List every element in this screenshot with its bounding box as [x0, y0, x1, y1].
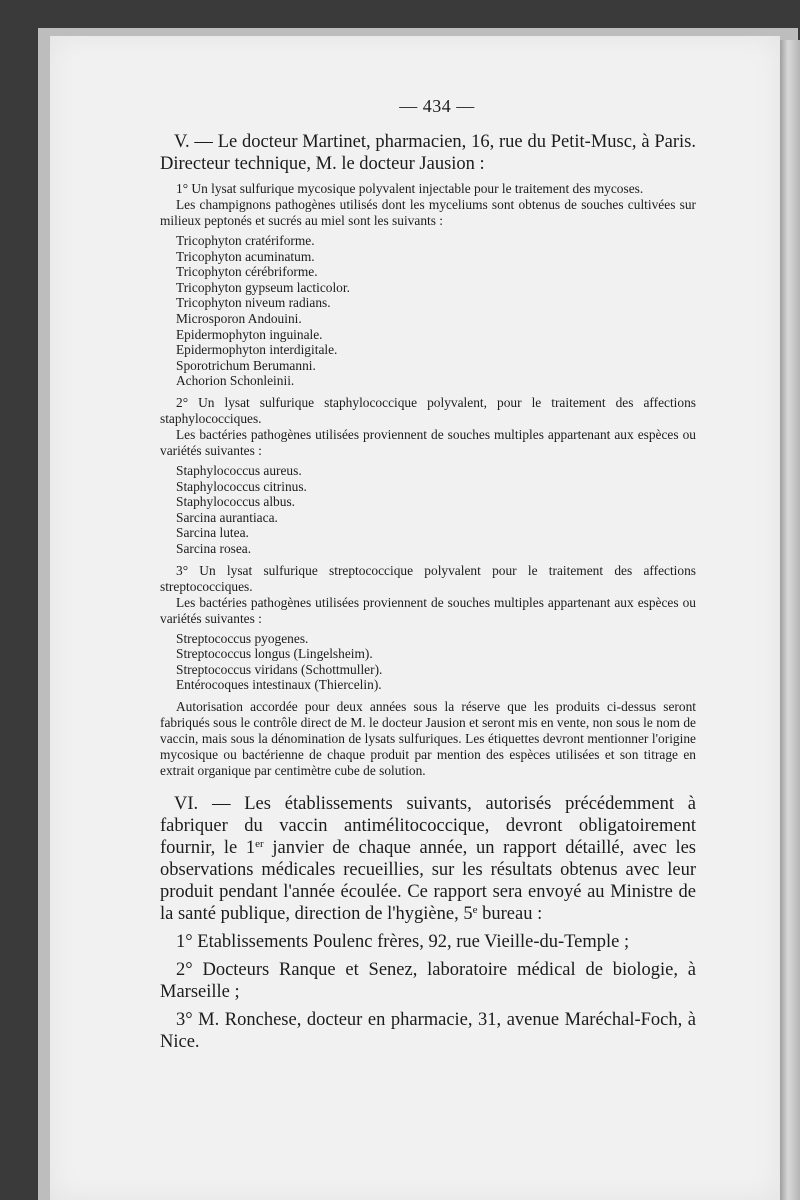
- item1-list: [176, 233, 696, 389]
- section-vi-item-3: 3° M. Ronchese, docteur en pharmacie, 31, avenue Maréchal-Foch, à Nice.: [160, 1009, 696, 1052]
- list-item: Sarcina rosea.: [176, 540, 252, 556]
- list-item: Sporotrichum Berumanni.: [176, 357, 316, 373]
- list-item: Staphylococcus citrinus.: [176, 478, 307, 494]
- list-item: Tricophyton cérébriforme.: [176, 264, 318, 280]
- document-text: [160, 96, 696, 1053]
- list-item: Epidermophyton interdigitale.: [176, 342, 338, 358]
- item1-title: 1° Un lysat sulfurique mycosique polyvalent injectable pour le traitement des mycoses.: [176, 181, 644, 196]
- section-v-intro: V. — Le docteur Martinet, pharmacien, 16, rue du Petit-Musc, à Paris. Directeur technique, M. le docteur Jausion :: [160, 132, 696, 174]
- item3-title: 3° Un lysat sulfurique streptococcique polyvalent pour le traitement des affections streptococciques.: [160, 562, 696, 594]
- list-item: Tricophyton niveum radians.: [176, 295, 331, 311]
- item3-list: [176, 631, 696, 693]
- section-vi-intro: [160, 793, 696, 925]
- list-item: Tricophyton acuminatum.: [176, 248, 315, 264]
- list-item: Staphylococcus aureus.: [176, 462, 302, 478]
- authorization-paragraph: Autorisation accordée pour deux années sous la réserve que les produits ci-dessus seront fabriqués sous le contrôle direct de M. le docteur Jausion et seront mis en vente, non sous le nom de vaccin, mais sous la dénomination de lysats sulfuriques. Les étiquettes devront mentionner l'origine mycosique ou bactérienne de chaque produit par mention des espèces utilisées et son titrage en extrait organique par centimètre cube de solution.: [160, 698, 696, 778]
- list-item: Microsporon Andouini.: [176, 310, 302, 326]
- item2-description: Les bactéries pathogènes utilisées proviennent de souches multiples appartenant aux espèces ou variétés suivantes :: [160, 426, 696, 458]
- list-item: Sarcina aurantiaca.: [176, 509, 278, 525]
- item3-description: Les bactéries pathogènes utilisées proviennent de souches multiples appartenant aux espèces ou variétés suivantes :: [160, 594, 696, 626]
- list-item: Epidermophyton inguinale.: [176, 326, 323, 342]
- section-vi-item-2: 2° Docteurs Ranque et Senez, laboratoire médical de biologie, à Marseille ;: [160, 959, 696, 1002]
- list-item: Streptococcus pyogenes.: [176, 630, 309, 646]
- superscript-er: er: [255, 837, 264, 850]
- section-vi-intro-part3: bureau :: [477, 903, 543, 924]
- list-item: Streptococcus viridans (Schottmuller).: [176, 661, 383, 677]
- item2-list: [176, 463, 696, 557]
- section-vi-intro-part2: janvier de chaque année, un rapport détaillé, avec les observations médicales recueillies, sur les résultats obtenus avec leur produit pendant l'année écoulée. Ce rapport sera envoyé au Ministre de la santé publique, direction de l'hygiène, 5: [160, 837, 697, 924]
- item1-description: Les champignons pathogènes utilisés dont les myceliums sont obtenus de souches cultivées sur milieux peptonés et sucrés au miel sont les suivants :: [160, 197, 696, 228]
- list-item: Streptococcus longus (Lingelsheim).: [176, 646, 373, 662]
- list-item: Sarcina lutea.: [176, 525, 249, 541]
- section-vi-item-1: 1° Etablissements Poulenc frères, 92, rue Vieille-du-Temple ;: [176, 931, 630, 952]
- list-item: Staphylococcus albus.: [176, 494, 296, 510]
- list-item: Achorion Schonleinii.: [176, 373, 295, 389]
- superscript-e: e: [472, 903, 478, 916]
- section-vi-intro-part1: VI. — Les établissements suivants, autorisés précédemment à fabriquer du vaccin antimélitococcique, devront obligatoirement fournir, le 1: [160, 793, 696, 858]
- list-item: Tricophyton cratériforme.: [176, 233, 315, 248]
- item2-title: 2° Un lysat sulfurique staphylococcique polyvalent, pour le traitement des affections staphylococciques.: [160, 394, 696, 426]
- list-item: Entérocoques intestinaux (Thiercelin).: [176, 677, 382, 693]
- list-item: Tricophyton gypseum lacticolor.: [176, 279, 350, 295]
- page-number: — 434 —: [399, 96, 475, 116]
- page-edge: [780, 40, 800, 1200]
